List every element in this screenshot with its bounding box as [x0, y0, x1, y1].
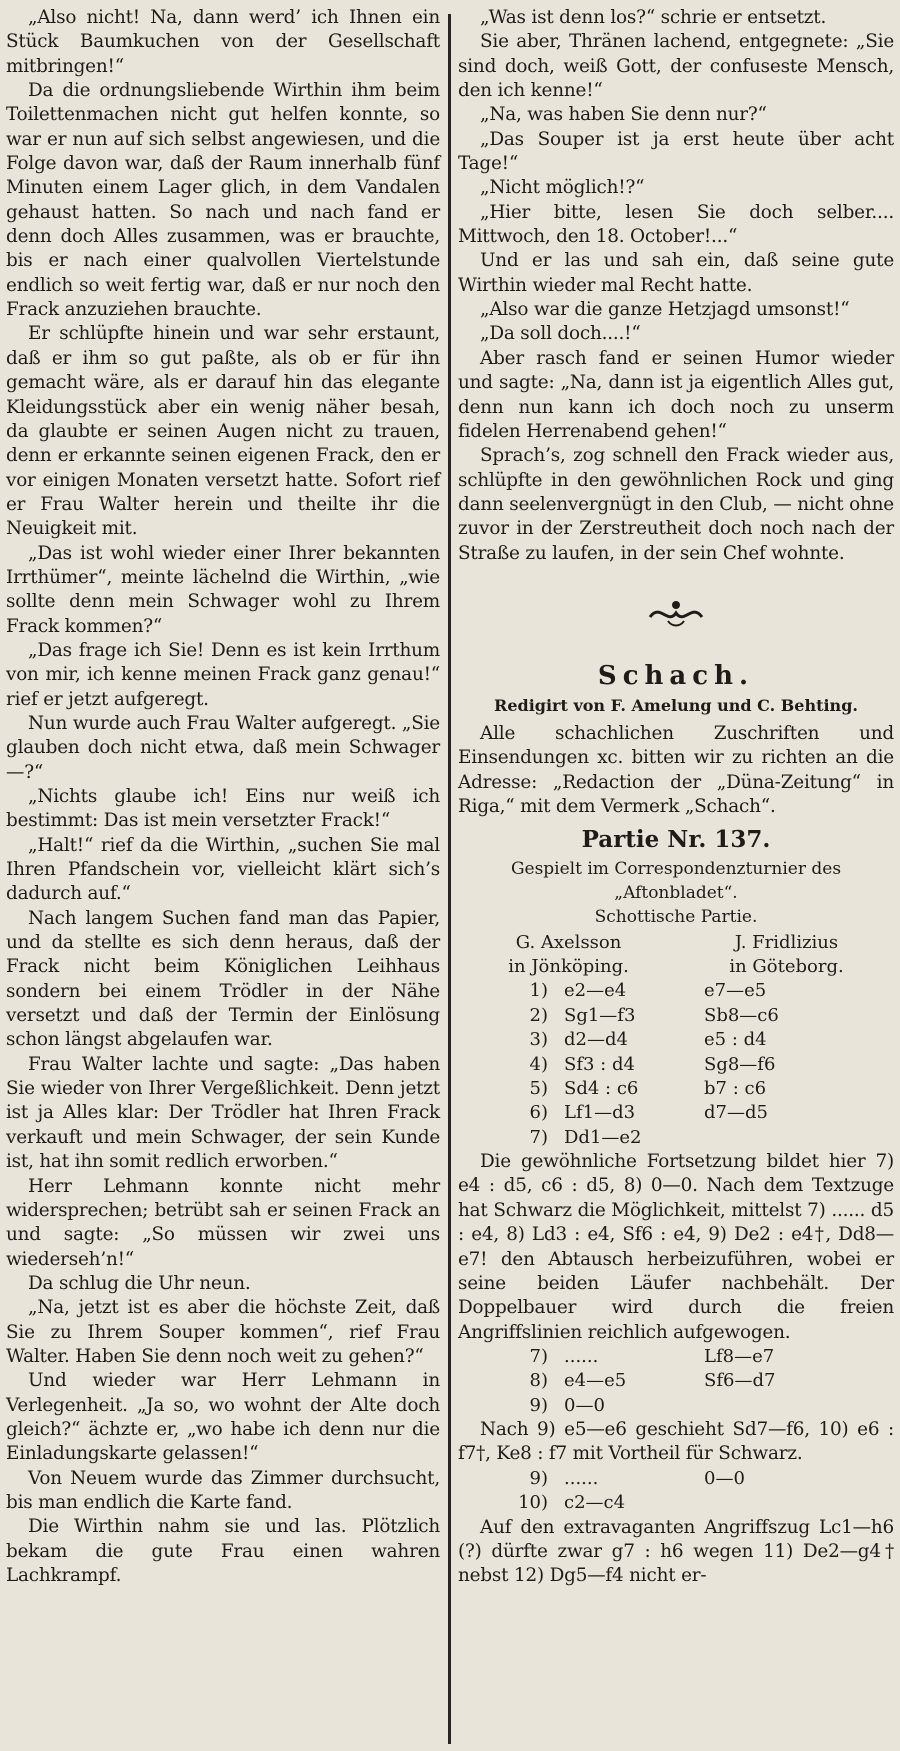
move-number: 1)	[529, 980, 548, 1002]
white-move: Lf1—d3	[564, 1102, 636, 1124]
black-player-name: J. Fridlizius	[734, 932, 839, 954]
paragraph: „Das Souper ist ja erst heute über acht Tage!“	[458, 128, 894, 175]
move-row	[498, 1053, 854, 1077]
move-row	[498, 979, 854, 1003]
column-divider	[448, 14, 451, 1744]
black-move: b7 : c6	[704, 1077, 767, 1099]
move-number: 6)	[529, 1102, 548, 1124]
black-move	[694, 1491, 854, 1515]
white-player-name: G. Axelsson	[515, 932, 622, 954]
left-column	[6, 6, 440, 1588]
paragraph: „Was ist denn los?“ schrie er entsetzt.	[480, 7, 827, 28]
black-move: Sb8—c6	[704, 1004, 779, 1026]
move-number: 7)	[529, 1345, 548, 1367]
paragraph: „Das frage ich Sie! Denn es ist kein Irrthum von mir, ich kenne meinen Frack ganz genau!“ rief er jetzt aufgeregt.	[6, 639, 440, 710]
paragraph: „Da soll doch....!“	[480, 323, 641, 345]
white-move: ......	[564, 1345, 599, 1367]
move-number: 8)	[529, 1370, 548, 1392]
paragraph: Die Wirthin nahm sie und las. Plötzlich bekam die gute Frau einen wahren Lachkrampf.	[6, 1516, 440, 1586]
paragraph: „Also war die ganze Hetzjagd umsonst!“	[480, 299, 850, 321]
chess-intro: Alle schachlichen Zuschriften und Einsendungen xc. bitten wir zu richten an die Adresse: „Redaction der „Düna-Zeitung“ in Riga,“ mit dem Vermerk „Schach“.	[458, 722, 894, 817]
chess-comment: Nach 9) e5—e6 geschieht Sd7—f6, 10) e6 : f7†, Ke8 : f7 mit Vortheil für Schwarz.	[458, 1419, 894, 1465]
move-number: 7)	[529, 1126, 548, 1148]
white-move: e4—e5	[564, 1370, 627, 1392]
white-player-city: in Jönköping.	[508, 956, 629, 978]
moves-table	[498, 1467, 854, 1516]
white-move: Sd4 : c6	[564, 1077, 639, 1099]
white-move: 0—0	[564, 1394, 605, 1416]
move-row	[498, 1077, 854, 1101]
paragraph: Nun wurde auch Frau Walter aufgeregt. „Sie glauben doch nicht etwa, daß mein Schwager —?“	[6, 712, 440, 783]
white-move: Sf3 : d4	[564, 1053, 635, 1075]
moves-table	[498, 979, 854, 1150]
move-row	[498, 1004, 854, 1028]
move-number: 10)	[518, 1492, 548, 1514]
white-move: Sg1—f3	[564, 1004, 636, 1026]
paragraph: Sprach’s, zog schnell den Frack wieder aus, schlüpfte in den gewöhnlichen Rock und ging dann seelenvergnügt in den Club, — nicht ohne zuvor in der Zerstreutheit doch noch nach der Straße zu laufen, in der sein Chef wohnte.	[458, 445, 894, 564]
paragraph: Nach langem Suchen fand man das Papier, und da stellte es sich denn heraus, daß der Frack nicht beim Königlichen Leihhaus sondern bei einem Trödler in der Nähe versetzt und daß der Termin der Einlösung schon längst abgelaufen war.	[6, 907, 440, 1051]
black-move: e7—e5	[704, 980, 767, 1002]
paragraph: Herr Lehmann konnte nicht mehr widersprechen; betrübt sah er seinen Frack an und sagte: „So müssen wir zwei uns wiederseh’n!“	[6, 1175, 440, 1270]
move-row	[498, 1394, 854, 1418]
white-move: c2—c4	[564, 1492, 626, 1514]
right-column	[458, 6, 894, 1589]
black-move: Lf8—e7	[704, 1345, 775, 1367]
move-row	[498, 1345, 854, 1369]
move-number: 9)	[529, 1394, 548, 1416]
partie-title: Partie Nr. 137.	[581, 826, 771, 854]
move-row	[498, 1126, 854, 1150]
move-number: 9)	[529, 1467, 548, 1489]
white-move: e2—e4	[564, 980, 627, 1002]
chess-section-title: Schach.	[597, 660, 755, 691]
paragraph: „Nichts glaube ich! Eins nur weiß ich bestimmt: Das ist mein versetzter Frack!“	[6, 786, 440, 832]
move-number: 3)	[529, 1029, 548, 1051]
chess-comment: Auf den extravaganten Angriffszug Lc1—h6 (?) dürfte zwar g7 : h6 wegen 11) De2—g4† nebst 12) Dg5—f4 nicht er-	[458, 1516, 894, 1587]
players	[458, 931, 894, 979]
paragraph: Da die ordnungsliebende Wirthin ihm beim Toilettenmachen nicht gut helfen konnte, so war er nun auf sich selbst angewiesen, und die Folge davon war, daß der Raum innerhalb fünf Minuten einem Lager glich, in dem Vandalen gehaust hatten. So nach und nach fand er denn doch Alles zusammen, was er brauchte, bis er nach einer qualvollen Viertelstunde endlich so weit fertig war, daß er nur noch den Frack anzuziehen brauchte.	[6, 80, 440, 321]
move-number: 5)	[529, 1077, 548, 1099]
white-move: d2—d4	[564, 1029, 628, 1051]
paragraph: „Halt!“ rief da die Wirthin, „suchen Sie mal Ihren Pfandschein vor, vielleicht klärt sich’s dadurch auf.“	[6, 834, 440, 905]
paragraph: „Nicht möglich!?“	[480, 177, 645, 199]
paragraph: „Das ist wohl wieder einer Ihrer bekannten Irrthümer“, meinte lächelnd die Wirthin, „wie sollte denn mein Schwager wohl zu Ihrem Frack kommen?“	[6, 542, 440, 637]
move-number: 2)	[529, 1004, 548, 1026]
paragraph: Frau Walter lachte und sagte: „Das haben Sie wieder von Ihrer Vergeßlichkeit. Denn jetzt ist ja Alles klar: Der Trödler hat Ihren Frack verkauft und mein Schwager, der sein Kunde ist, hat ihn somit redlich erworben.“	[6, 1053, 440, 1173]
moves-table	[498, 1345, 854, 1418]
paragraph: „Hier bitte, lesen Sie doch selber.... Mittwoch, den 18. October!...“	[458, 201, 894, 248]
ornament-icon	[458, 566, 894, 658]
black-move	[694, 1394, 854, 1418]
black-player-city: in Göteborg.	[729, 956, 844, 978]
paragraph: Er schlüpfte hinein und war sehr erstaunt, daß er ihm so gut paßte, als ob er für ihn gemacht wäre, als er darauf hin das elegante Kleidungsstück aber ein wenig näher besah, da glaubte er seinen Augen nicht zu trauen, denn er erkannte seinen eigenen Frack, den er vor einigen Monaten versetzt hatte. Sofort rief er Frau Walter herein und theilte ihr die Neuigkeit mit.	[6, 323, 440, 540]
white-player	[508, 931, 629, 979]
move-row	[498, 1369, 854, 1393]
black-move: d7—d5	[704, 1102, 768, 1124]
paragraph: Sie aber, Thränen lachend, entgegnete: „Sie sind doch, weiß Gott, der confuseste Mensch, den ich kenne!“	[458, 31, 894, 102]
move-row	[498, 1028, 854, 1052]
paragraph: Von Neuem wurde das Zimmer durchsucht, bis man endlich die Karte fand.	[6, 1467, 440, 1513]
paragraph: „Also nicht! Na, dann werd’ ich Ihnen ein Stück Baumkuchen von der Gesellschaft mitbringen!“	[6, 7, 440, 77]
black-move: 0—0	[704, 1467, 745, 1489]
black-move: e5 : d4	[704, 1029, 767, 1051]
black-player	[729, 931, 843, 979]
chess-editors: Redigirt von F. Amelung und C. Behting.	[494, 695, 858, 715]
paragraph: Und er las und sah ein, daß seine gute Wirthin wieder mal Recht hatte.	[458, 250, 894, 296]
move-row	[498, 1101, 854, 1125]
move-number: 4)	[529, 1053, 548, 1075]
black-move: Sg8—f6	[704, 1053, 776, 1075]
white-move: Dd1—e2	[564, 1126, 642, 1148]
chess-comment: Die gewöhnliche Fortsetzung bildet hier 7) e4 : d5, c6 : d5, 8) 0—0. Nach dem Textzuge hat Schwarz die Möglichkeit, mittelst 7) ...... d5 : e4, 8) Ld3 : e4, Sf6 : e4, 9) De2 : e4†, Dd8—e7! den Abtausch herbeizuführen, wobei er seine beiden Läufer nachbehält. Der Doppelbauer wird durch die freien Angriffslinien reichlich aufgewogen.	[458, 1151, 894, 1343]
opening-name: Schottische Partie.	[594, 907, 758, 928]
move-row	[498, 1491, 854, 1515]
move-row	[498, 1467, 854, 1491]
black-move	[694, 1126, 854, 1150]
paragraph: Und wieder war Herr Lehmann in Verlegenheit. „Ja so, wo wohnt der Alte doch gleich?“ ächzte er, „wo habe ich denn nur die Einladungskarte gelassen!“	[6, 1370, 440, 1465]
paragraph: „Na, was haben Sie denn nur?“	[480, 104, 767, 126]
paragraph: „Na, jetzt ist es aber die höchste Zeit, daß Sie zu Ihrem Souper kommen“, rief Frau Walter. Haben Sie denn noch weit zu gehen?“	[6, 1297, 440, 1367]
black-move: Sf6—d7	[704, 1370, 776, 1392]
white-move: ......	[564, 1467, 599, 1489]
played-in: Gespielt im Correspondenzturnier des „Aftonbladet“.	[510, 859, 842, 904]
paragraph: Da schlug die Uhr neun.	[28, 1272, 251, 1294]
paragraph: Aber rasch fand er seinen Humor wieder und sagte: „Na, dann ist ja eigentlich Alles gut, denn nun kann ich doch noch zu unserm fidelen Herrenabend gehen!“	[458, 347, 894, 442]
